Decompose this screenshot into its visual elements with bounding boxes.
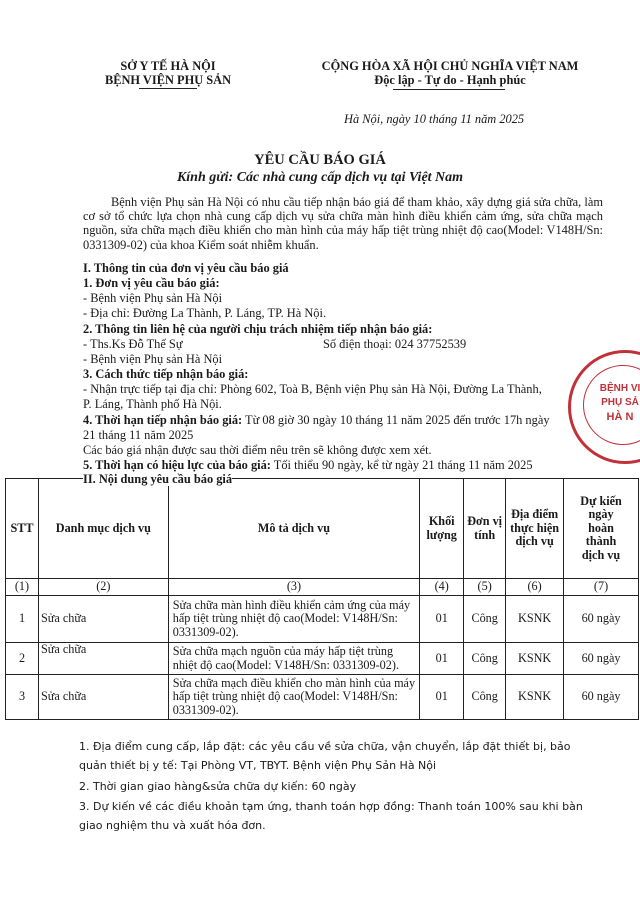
contact-organization: - Bệnh viện Phụ sản Hà Nội	[83, 352, 223, 366]
intro-paragraph: Bệnh viện Phụ sản Hà Nội có nhu cầu tiếp nhận báo giá để tham khảo, xây dựng giá sửa chữa, làm cơ sở tổ chức lựa chọn nhà cung cấp dịch vụ sửa chữa màn hình điều khiển cảm ứng, sửa chữa mạch nguồn, sửa chữa mạch điều khiển cho màn hình của máy hấp tiệt trùng nhiệt độ cao(Model: V148H/Sn: 0331309-02) của khoa Kiểm soát nhiễm khuẩn.	[83, 195, 603, 252]
header-completion-line1: Dự kiến	[580, 493, 622, 508]
header-place-line2: thực hiện	[510, 520, 560, 535]
header-unit-line2: tính	[474, 527, 496, 542]
deadline-note: Các báo giá nhận được sau thời điểm nêu trên sẽ không được xem xét.	[83, 443, 432, 457]
header-place-line1: Địa điểm	[511, 507, 559, 522]
header-description: Mô tả dịch vụ	[168, 479, 419, 579]
row-item: Sửa chữa	[38, 675, 168, 720]
row-place: KSNK	[506, 643, 564, 675]
note-3: 3. Dự kiến về các điều khoản tạm ứng, thanh toán hợp đồng: Thanh toán 100% sau khi bàn giao nghiệm thu và xuất hóa đơn.	[79, 800, 583, 832]
col-number: (1)	[6, 579, 39, 596]
row-item: Sửa chữa	[38, 643, 168, 675]
header-completion-line5: dịch vụ	[581, 547, 621, 562]
col-number: (3)	[168, 579, 419, 596]
country-name: CỘNG HÒA XÃ HỘI CHỦ NGHĨA VIỆT NAM	[321, 59, 579, 73]
quote-request-table	[5, 478, 639, 720]
section-1-heading: I. Thông tin của đơn vị yêu cầu báo giá	[83, 261, 289, 275]
header-completion-line4: thành	[585, 534, 617, 549]
table-header-row	[6, 479, 639, 579]
column-number-row	[6, 579, 639, 596]
section-2-heading: II. Nội dung yêu cầu báo giá	[83, 472, 233, 486]
subsection-3-heading: 3. Cách thức tiếp nhận báo giá:	[83, 367, 249, 381]
document-title: YÊU CẦU BÁO GIÁ	[254, 152, 386, 168]
header-left-underline	[139, 88, 197, 89]
row-unit: Công	[464, 643, 506, 675]
header-quantity-line1: Khối	[428, 513, 455, 528]
row-quantity: 01	[420, 596, 464, 643]
document-date: Hà Nội, ngày 10 tháng 11 năm 2025	[344, 112, 525, 126]
seal-text-line1: BỆNH VI	[599, 383, 640, 394]
row-unit: Công	[464, 596, 506, 643]
deadline-line1	[83, 413, 550, 427]
row-description: Sửa chữa mạch điều khiển cho màn hình của máy hấp tiệt trùng nhiệt độ cao(Model: V148H/Sn: 0331309-02).	[168, 675, 419, 720]
row-place: KSNK	[506, 675, 564, 720]
table-row	[6, 643, 639, 675]
official-seal-stamp	[568, 350, 640, 464]
validity-text: Tối thiểu 90 ngày, kể từ ngày 21 tháng 11 năm 2025	[270, 458, 533, 472]
subsection-1-heading: 1. Đơn vị yêu cầu báo giá:	[83, 276, 220, 290]
header-place-line3: dịch vụ	[515, 534, 554, 549]
row-days: 60 ngày	[564, 643, 639, 675]
document-subtitle: Kính gửi: Các nhà cung cấp dịch vụ tại Việt Nam	[176, 170, 464, 185]
note-2: 2. Thời gian giao hàng&sửa chữa dự kiến: 60 ngày	[79, 780, 357, 793]
row-stt: 2	[6, 643, 39, 675]
header-stt: STT	[6, 479, 39, 579]
col-number: (5)	[464, 579, 506, 596]
deadline-line2: 21 tháng 11 năm 2025	[83, 428, 194, 442]
deadline-label: 4. Thời hạn tiếp nhận báo giá:	[83, 413, 243, 427]
motto: Độc lập - Tự do - Hạnh phúc	[374, 73, 526, 87]
header-right-underline	[393, 89, 505, 90]
table-row	[6, 596, 639, 643]
header-completion-line2: ngày	[588, 507, 614, 522]
receipt-address-line2: P. Láng, Thành phố Hà Nội.	[83, 397, 222, 411]
validity-label: 5. Thời hạn có hiệu lực của báo giá:	[83, 458, 271, 472]
note-1: 1. Địa điểm cung cấp, lắp đặt: các yêu cầu về sửa chữa, vận chuyển, lắp đặt thiết bị, bảo quản thiết bị y tế: Tại Phòng VT, TBYT. Bệnh viện Phụ Sản Hà Nội	[79, 740, 571, 772]
header-quantity	[420, 479, 464, 579]
row-days: 60 ngày	[564, 675, 639, 720]
row-place: KSNK	[506, 596, 564, 643]
requester-address: - Địa chỉ: Đường La Thành, P. Láng, TP. Hà Nội.	[83, 306, 327, 320]
col-number: (2)	[38, 579, 168, 596]
table-row	[6, 675, 639, 720]
header-unit	[464, 479, 506, 579]
row-quantity: 01	[420, 675, 464, 720]
header-unit-line1: Đơn vị	[467, 513, 503, 528]
row-days: 60 ngày	[564, 596, 639, 643]
hospital-name: BỆNH VIỆN PHỤ SẢN	[104, 73, 232, 87]
receipt-address-line1: - Nhận trực tiếp tại địa chỉ: Phòng 602, Toà B, Bệnh viện Phụ sản Hà Nội, Đường La Thành,	[83, 382, 542, 396]
row-item: Sửa chữa	[38, 596, 168, 643]
row-quantity: 01	[420, 643, 464, 675]
row-stt: 1	[6, 596, 39, 643]
contact-name: - Ths.Ks Đỗ Thế Sự	[83, 337, 183, 351]
header-place	[506, 479, 564, 579]
header-quantity-line2: lượng	[426, 527, 457, 542]
row-stt: 3	[6, 675, 39, 720]
requester-name: - Bệnh viện Phụ sản Hà Nội	[83, 291, 223, 305]
header-completion-line3: hoàn	[588, 520, 614, 535]
contact-phone: Số điện thoại: 024 37752539	[323, 337, 467, 351]
header-completion	[564, 479, 639, 579]
dept-name: SỞ Y TẾ HÀ NỘI	[120, 59, 216, 73]
seal-text-line3: HÀ N	[606, 411, 634, 423]
col-number: (7)	[564, 579, 639, 596]
col-number: (4)	[420, 579, 464, 596]
col-number: (6)	[506, 579, 564, 596]
row-description: Sửa chữa màn hình điều khiển cảm ứng của máy hấp tiệt trùng nhiệt độ cao(Model: V148H/Sn: 0331309-02).	[168, 596, 419, 643]
validity-line	[83, 458, 533, 472]
row-unit: Công	[464, 675, 506, 720]
seal-text-line2: PHỤ SẢ	[601, 397, 639, 408]
row-description: Sửa chữa mạch nguồn của máy hấp tiệt trùng nhiệt độ cao(Model: V148H/Sn: 0331309-02).	[168, 643, 419, 675]
subsection-2-heading: 2. Thông tin liên hệ của người chịu trách nhiệm tiếp nhận báo giá:	[83, 322, 433, 336]
deadline-text: Từ 08 giờ 30 ngày 10 tháng 11 năm 2025 đến trước 17h ngày	[242, 413, 550, 427]
header-item: Danh mục dịch vụ	[38, 479, 168, 579]
